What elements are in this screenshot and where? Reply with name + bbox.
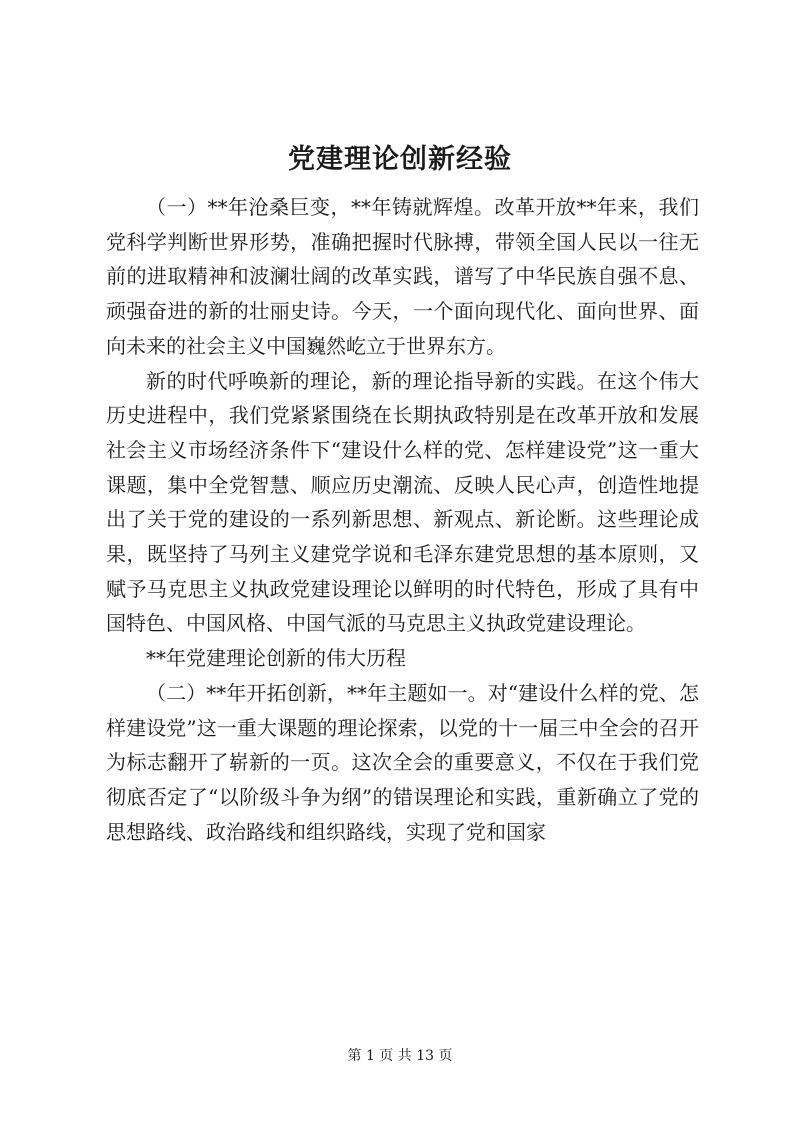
page-footer: 第 1 页 共 13 页 (347, 1048, 453, 1064)
document-body (106, 190, 699, 849)
document-title: 党建理论创新经验 (288, 144, 512, 175)
section-heading: **年党建理论创新的伟大历程 (146, 646, 406, 671)
paragraph-1: （一）**年沧桑巨变，**年铸就辉煌。改革开放**年来，我们党科学判断世界形势，准确把握时代脉搏，带领全国人民以一往无前的进取精神和波澜壮阔的改革实践，谱写了中华民族自强不息、顽强奋进的新的壮丽史诗。今天，一个面向现代化、面向世界、面向未来的社会主义中国巍然屹立于世界东方。 (106, 195, 699, 358)
paragraph-3: （二）**年开拓创新，**年主题如一。对“建设什么样的党、怎样建设党”这一重大课题的理论探索，以党的十一届三中全会的召开为标志翻开了崭新的一页。这次全会的重要意义，不仅在于我们党彻底否定了“以阶级斗争为纲”的错误理论和实践，重新确立了党的思想路线、政治路线和组织路线，实现了党和国家 (106, 680, 699, 844)
paragraph-2: 新的时代呼唤新的理论，新的理论指导新的实践。在这个伟大历史进程中，我们党紧紧围绕在长期执政特别是在改革开放和发展社会主义市场经济条件下“建设什么样的党、怎样建设党”这一重大课题，集中全党智慧、顺应历史潮流、反映人民心声，创造性地提出了关于党的建设的一系列新思想、新观点、新论断。这些理论成果，既坚持了马列主义建党学说和毛泽东建党思想的基本原则，又赋予马克思主义执政党建设理论以鲜明的时代特色，形成了具有中国特色、中国风格、中国气派的马克思主义执政党建设理论。 (106, 368, 699, 636)
